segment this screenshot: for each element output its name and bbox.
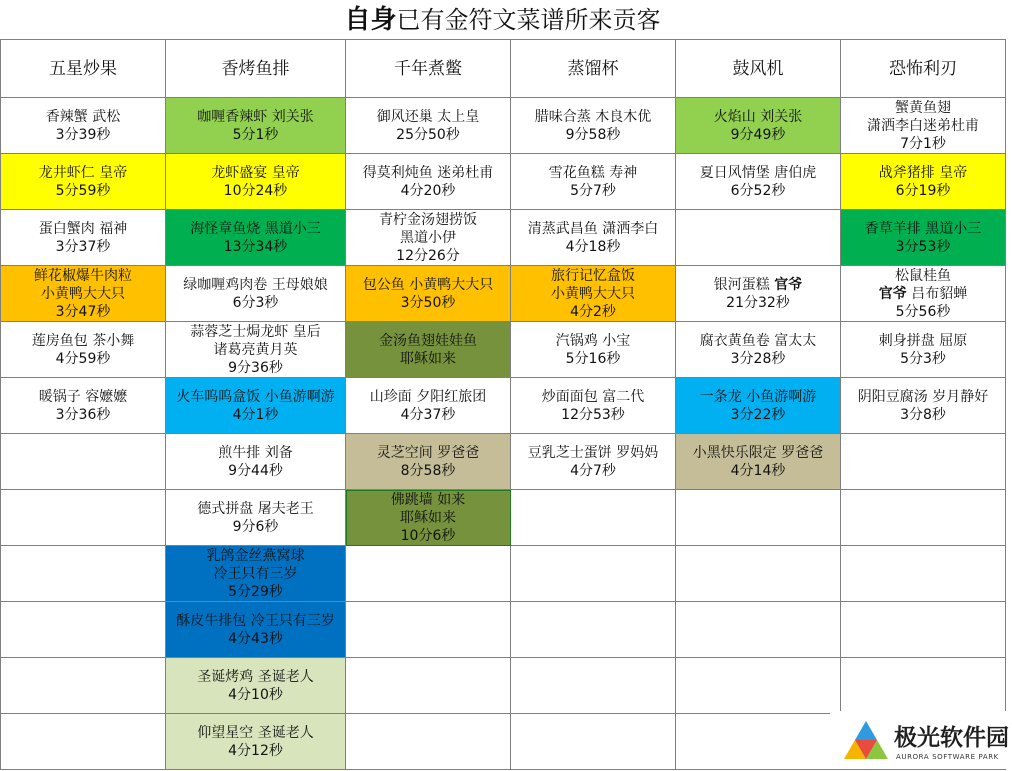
recipe-cell[interactable] [511,546,676,602]
recipe-cell[interactable] [166,434,346,490]
cell-line: 莲房鱼包 茶小舞 [31,332,135,349]
cell-line: 4分2秒 [570,303,616,320]
recipe-cell[interactable] [511,266,676,322]
watermark-name: 极光软件园 [894,725,1009,751]
recipe-cell[interactable] [166,658,346,714]
column-header[interactable]: 香烤鱼排 [166,40,346,98]
cell-line: 银河蛋糕 官爷 [713,276,803,293]
column-header[interactable]: 五星炒果 [1,40,166,98]
recipe-cell[interactable] [511,98,676,154]
cell-line: 3分39秒 [55,126,111,143]
cell-line: 13分34秒 [223,238,288,255]
recipe-cell[interactable] [166,322,346,378]
recipe-cell[interactable] [1,658,166,714]
recipe-cell[interactable] [346,602,511,658]
cell-line: 5分29秒 [228,583,283,600]
watermark-sub: AURORA SOFTWARE PARK [896,753,999,761]
cell-line: 小黑快乐限定 罗爸爸 [692,444,824,461]
cell-line: 黑道小伊 [400,229,456,246]
recipe-cell[interactable] [841,602,1006,658]
cell-line: 龙虾盛宴 皇帝 [211,164,300,181]
title-part2: 已有金符文菜谱所来贡客 [396,6,661,34]
cell-line: 小黄鸭大大只 [551,285,635,302]
bold-text: 官爷 [774,276,803,293]
cell-line: 12分26分 [396,247,460,264]
recipe-cell[interactable] [1,434,166,490]
cell-line: 得莫利炖鱼 迷弟杜甫 [362,164,494,181]
recipe-cell[interactable] [1,378,166,434]
column-header[interactable]: 鼓风机 [676,40,841,98]
cell-line: 耶稣如来 [400,350,456,367]
recipe-cell[interactable] [1,98,166,154]
cell-line: 腐衣黄鱼卷 富太太 [699,332,817,349]
cell-line: 3分8秒 [900,406,946,423]
cell-line: 官爷 吕布貂蝉 [878,285,968,302]
watermark-logo [830,711,1008,769]
cell-line: 龙井虾仁 皇帝 [38,164,128,181]
cell-line: 9分36秒 [228,359,283,376]
cell-line: 夏日风情堡 唐伯虎 [699,164,817,181]
recipe-cell[interactable] [676,490,841,546]
recipe-cell[interactable] [841,490,1006,546]
cell-line: 汽锅鸡 小宝 [555,332,631,349]
cell-line: 4分14秒 [730,462,786,479]
cell-line: 3分22秒 [730,406,786,423]
cell-line: 圣诞烤鸡 圣诞老人 [197,668,314,685]
cell-line: 蟹黄鱼翅 [895,99,951,116]
recipe-cell[interactable] [166,602,346,658]
cell-line: 腊味合蒸 木良木优 [534,108,652,125]
cell-line: 清蒸武昌鱼 潇洒李白 [527,220,659,237]
recipe-cell[interactable] [166,714,346,770]
recipe-cell[interactable] [841,546,1006,602]
recipe-table [0,39,1006,770]
recipe-cell[interactable] [511,490,676,546]
cell-line: 暖锅子 容嬷嬷 [38,388,128,405]
recipe-cell[interactable] [511,378,676,434]
cell-line: 4分7秒 [570,462,616,479]
recipe-cell[interactable] [676,602,841,658]
cell-line: 3分47秒 [55,303,111,320]
cell-line: 3分28秒 [730,350,786,367]
cell-line: 8分58秒 [400,462,456,479]
cell-line: 火车呜呜盒饭 小鱼游啊游 [176,388,335,405]
recipe-cell[interactable] [166,154,346,210]
bold-text: 官爷 [878,285,907,302]
cell-line: 豆乳芝士蛋饼 罗妈妈 [527,444,659,461]
cell-line: 煎牛排 刘备 [218,444,293,461]
recipe-cell[interactable] [676,154,841,210]
cell-line: 松鼠桂鱼 [895,267,951,284]
cell-line: 山珍面 夕阳红旅团 [369,388,487,405]
recipe-cell[interactable] [676,714,841,770]
table-row [1,266,1006,322]
sheet-title [0,0,1005,40]
cell-line: 香草羊排 黑道小三 [864,220,982,237]
cell-line: 旅行记忆盒饭 [551,267,635,284]
cell-line: 4分37秒 [400,406,456,423]
cell-line: 10分24秒 [223,182,288,199]
cell-line: 诸葛亮黄月英 [213,341,298,358]
column-header[interactable]: 蒸馏杯 [511,40,676,98]
cell-line: 炒面面包 富二代 [541,388,645,405]
table-row [1,210,1006,266]
recipe-cell[interactable] [346,714,511,770]
header-row [1,40,1006,98]
recipe-cell[interactable] [676,658,841,714]
cell-line: 3分50秒 [400,294,456,311]
recipe-cell[interactable] [346,154,511,210]
cell-line: 10分6秒 [400,527,456,544]
cell-line: 3分53秒 [895,238,951,255]
recipe-cell[interactable] [1,714,166,770]
cell-line: 5分56秒 [895,303,951,320]
cell-line: 刺身拼盘 屈原 [878,332,968,349]
table-row [1,490,1006,546]
cell-line: 5分1秒 [232,126,279,143]
cell-line: 耶稣如来 [400,509,456,526]
recipe-cell[interactable] [676,434,841,490]
cell-line: 阴阳豆腐汤 岁月静好 [857,388,989,405]
column-header[interactable]: 千年煮鳖 [346,40,511,98]
cell-line: 3分37秒 [55,238,111,255]
cell-line: 4分1秒 [232,406,279,423]
recipe-cell[interactable] [1,210,166,266]
cell-line: 4分43秒 [228,630,283,647]
recipe-cell[interactable] [346,434,511,490]
cell-line: 海怪章鱼烧 黑道小三 [190,220,321,237]
cell-line: 蒜蓉芝士焗龙虾 皇后 [190,323,321,340]
recipe-cell[interactable] [1,490,166,546]
cell-line: 德式拼盘 屠夫老王 [197,500,314,517]
recipe-cell[interactable] [166,546,346,602]
cell-line: 蛋白蟹肉 福神 [38,220,128,237]
recipe-cell[interactable] [511,658,676,714]
cell-line: 潇洒李白迷弟杜甫 [867,117,979,134]
recipe-cell[interactable] [841,266,1006,322]
recipe-cell[interactable] [166,98,346,154]
cell-line: 青柠金汤翅捞饭 [379,211,477,228]
recipe-cell[interactable] [166,378,346,434]
cell-line: 包公鱼 小黄鸭大大只 [362,276,494,293]
table-row [1,434,1006,490]
cell-line: 咖喱香辣虾 刘关张 [197,108,314,125]
cell-line: 香辣蟹 武松 [45,108,121,125]
recipe-cell[interactable] [676,210,841,266]
recipe-cell[interactable] [511,154,676,210]
recipe-cell[interactable] [166,266,346,322]
recipe-cell[interactable] [346,490,511,546]
recipe-cell[interactable] [346,266,511,322]
cell-line: 9分58秒 [565,126,621,143]
recipe-cell[interactable] [166,210,346,266]
title-part1: 自身 [344,5,397,35]
cell-line: 一条龙 小鱼游啊游 [699,388,817,405]
recipe-cell[interactable] [841,378,1006,434]
cell-line: 6分52秒 [730,182,786,199]
recipe-cell[interactable] [841,322,1006,378]
recipe-cell[interactable] [1,154,166,210]
table-row [1,322,1006,378]
recipe-cell[interactable] [511,210,676,266]
recipe-cell[interactable] [841,98,1006,154]
cell-line: 乳鸽金丝燕窝球 [206,547,305,564]
recipe-cell[interactable] [346,322,511,378]
table-row [1,546,1006,602]
cell-line: 御风还巢 太上皇 [376,108,480,125]
recipe-cell[interactable] [841,210,1006,266]
recipe-cell[interactable] [676,378,841,434]
cell-line: 6分3秒 [232,294,279,311]
cell-line: 12分53秒 [561,406,625,423]
recipe-cell[interactable] [346,210,511,266]
recipe-cell[interactable] [346,98,511,154]
cell-line: 金汤鱼翅娃娃鱼 [379,332,477,349]
recipe-cell[interactable] [166,490,346,546]
recipe-cell[interactable] [676,266,841,322]
cell-line: 4分12秒 [228,742,283,759]
cell-line: 仰望星空 圣诞老人 [197,724,314,741]
table-row [1,154,1006,210]
cell-line: 小黄鸭大大只 [41,285,125,302]
cell-line: 灵芝空间 罗爸爸 [376,444,480,461]
cell-line: 3分36秒 [55,406,111,423]
recipe-cell[interactable] [511,602,676,658]
cell-line: 25分50秒 [396,126,460,143]
recipe-cell[interactable] [676,546,841,602]
table-row [1,98,1006,154]
table-row [1,602,1006,658]
recipe-cell[interactable] [1,266,166,322]
recipe-cell[interactable] [841,434,1006,490]
table-row [1,378,1006,434]
cell-line: 21分32秒 [726,294,790,311]
cell-line: 4分18秒 [565,238,621,255]
recipe-cell[interactable] [1,602,166,658]
recipe-cell[interactable] [346,546,511,602]
cell-line: 鲜花椒爆牛肉粒 [34,267,132,284]
cell-line: 佛跳墙 如来 [390,491,466,508]
cell-line: 火焰山 刘关张 [713,108,803,125]
cell-line: 7分1秒 [900,135,946,152]
recipe-cell[interactable] [1,322,166,378]
cell-line: 战斧猪排 皇帝 [878,164,968,181]
recipe-cell[interactable] [346,658,511,714]
recipe-cell[interactable] [511,322,676,378]
cell-line: 雪花鱼糕 寿神 [548,164,638,181]
cell-line: 9分6秒 [232,518,279,535]
recipe-cell[interactable] [1,546,166,602]
cell-line: 5分7秒 [570,182,616,199]
recipe-cell[interactable] [511,714,676,770]
cell-line: 冷王只有三岁 [213,565,298,582]
cell-line: 4分59秒 [55,350,111,367]
cell-line: 5分16秒 [565,350,621,367]
cell-line: 酥皮牛排包 冷王只有三岁 [176,612,335,629]
cell-line: 9分49秒 [730,126,786,143]
recipe-cell[interactable] [676,322,841,378]
recipe-cell[interactable] [841,658,1006,714]
cell-line: 5分59秒 [55,182,111,199]
recipe-cell[interactable] [346,378,511,434]
aurora-logo-icon [842,719,890,763]
cell-line: 5分3秒 [900,350,946,367]
cell-line: 9分44秒 [228,462,283,479]
column-header[interactable]: 恐怖利刃 [841,40,1006,98]
recipe-cell[interactable] [511,434,676,490]
recipe-cell[interactable] [676,98,841,154]
cell-line: 4分20秒 [400,182,456,199]
cell-line: 6分19秒 [895,182,951,199]
cell-line: 绿咖喱鸡肉卷 王母娘娘 [183,276,328,293]
table-row [1,658,1006,714]
recipe-cell[interactable] [841,154,1006,210]
cell-line: 4分10秒 [228,686,283,703]
